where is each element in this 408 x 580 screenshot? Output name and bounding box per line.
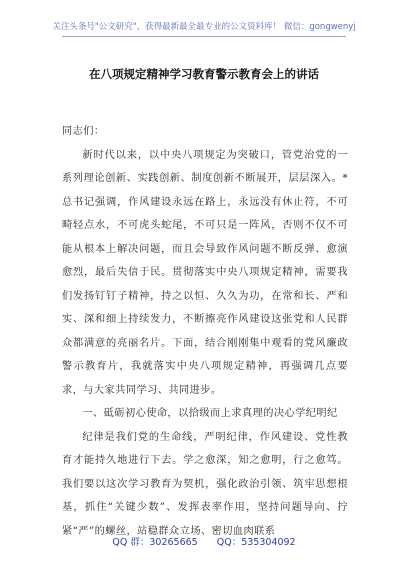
greeting: 同志们： — [62, 126, 105, 137]
document-title: 在八项规定精神学习教育警示教育会上的讲话 — [89, 67, 319, 81]
paragraph-section-1: 纪律是我们党的生命线，严明纪律，作风建设、党性教育才能持久地进行下去。学之愈深，知之愈明，行之愈笃。我们要以这次学习教育为契机，强化政治引领、筑牢思想根基，抓住“关键少数”、发挥表率作用，坚持问题导向、拧紧“严”的螺丝，站稳群众立场、密切血肉联系 — [62, 431, 348, 537]
document-body — [62, 120, 348, 543]
footer-qq-group: QQ 群：30265665 — [112, 537, 198, 548]
header-banner: 关注头条号"公文研究"，获得最新最全最专业的公文资料库！ 微信：gongwenyj — [52, 22, 356, 32]
paragraph-intro: 新时代以来，以中央八项规定为突破口，管党治党的一系列理论创新、实践创新、制度创新不断展开，层层深入。*总书记强调，作风建设永远在路上，永远没有休止符，不可畸轻点水，不可虎头蛇尾，不可只是一阵风，否则不仅不可能从根本上解决问题，而且会导致作风问题不断反弹、愈演愈烈，最后失信于民。贯彻落实中央八项规定精神，需要我们发扬钉钉子精神，持之以恒、久久为功，在常和长、严和实、深和细上持续发力，不断擦亮作风建设这张党和人民群众都满意的亮丽名片。下面，结合刚刚集中观看的党风廉政警示教育片，我就落实中央八项规定精神，再强调几点要求，与大家共同学习、共同进步。 — [62, 149, 348, 396]
section-heading-1: 一、砥砺初心使命，以拾级而上求真理的决心学纪明纪 — [82, 408, 338, 419]
header-divider — [62, 36, 346, 37]
footer-qq: QQ：535304092 — [216, 537, 296, 548]
footer-contact — [0, 534, 408, 548]
